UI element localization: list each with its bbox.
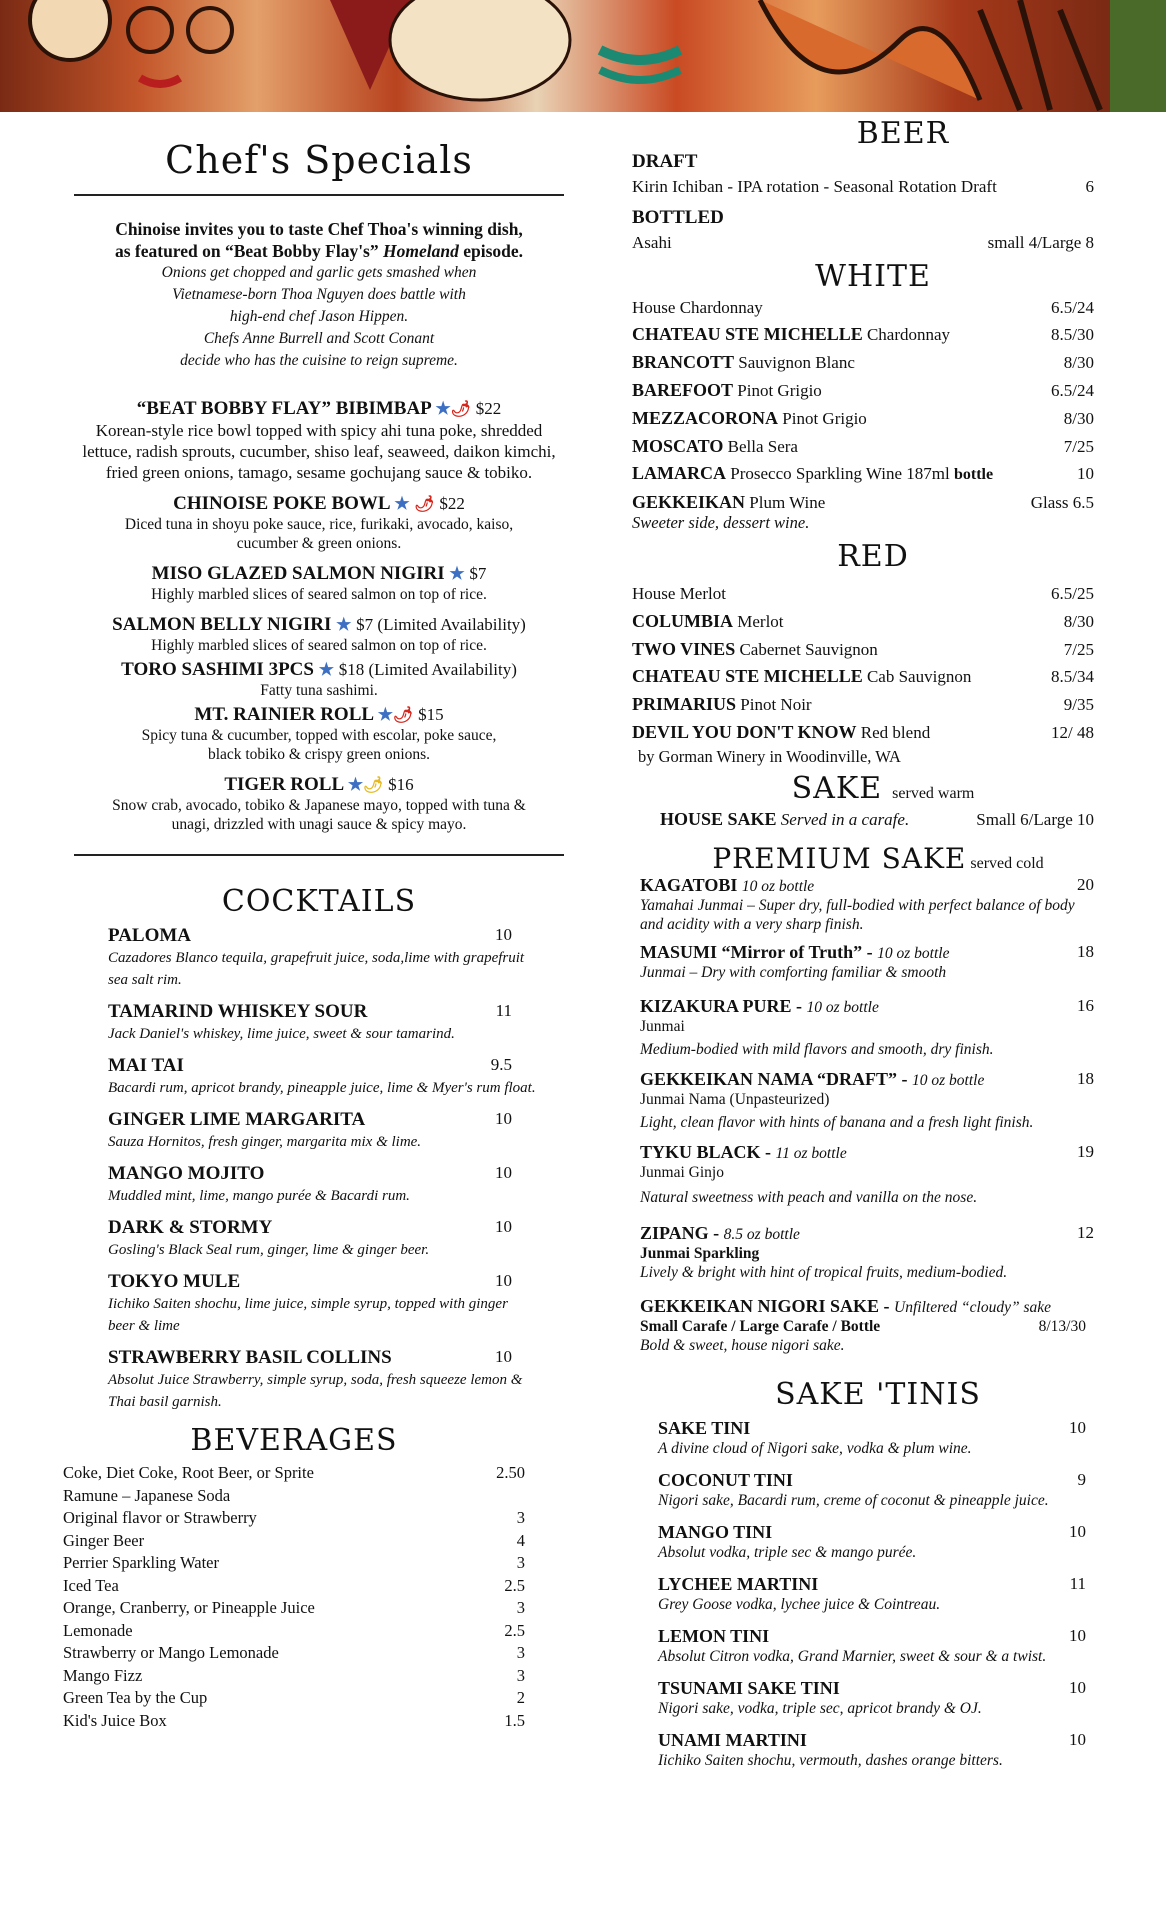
wine-price: 12/ 48 <box>1051 722 1094 742</box>
cocktail-price: 10 <box>495 1163 512 1182</box>
story-line: high-end chef Jason Hippen. <box>229 308 409 325</box>
special-name-text: SALMON BELLY NIGIRI <box>112 614 332 635</box>
cocktail-item <box>108 1001 538 1045</box>
special-item <box>74 398 564 483</box>
wine-name: Sauvignon Blanc <box>734 353 855 373</box>
wine-name: House Merlot <box>632 583 726 603</box>
premium-sake-name <box>640 1069 1094 1090</box>
beverage-row <box>63 1485 525 1508</box>
cocktail-desc: Bacardi rum, apricot brandy, pineapple juice, lime & Myer's rum float. <box>108 1080 536 1096</box>
sake-desc: Light, clean flavor with hints of banana and a fresh light finish. <box>640 1113 1034 1131</box>
wine-name: Bella Sera <box>723 436 798 456</box>
special-desc: Highly marbled slices of seared salmon on top of rice. <box>151 637 487 654</box>
star-icon: ★ <box>318 660 334 679</box>
cocktail-price: 10 <box>495 1109 512 1128</box>
divider <box>74 854 564 856</box>
chefs-specials-title: Chef's Specials <box>165 138 473 182</box>
sake-type: Small Carafe / Large Carafe / Bottle <box>640 1317 881 1335</box>
cocktail-item <box>108 1217 538 1261</box>
sake-tinis-list <box>632 1418 1094 1770</box>
sake-size: 10 oz bottle <box>877 944 950 962</box>
tini-desc: Nigori sake, Bacardi rum, creme of coconut & pineapple juice. <box>658 1491 1049 1509</box>
cocktail-desc: Cazadores Blanco tequila, grapefruit juice, soda,lime with grapefruit sea salt rim. <box>108 950 525 988</box>
wine-price: 6.5/25 <box>1051 583 1094 603</box>
beverage-row <box>63 1687 525 1710</box>
house-sake-note: Served in a carafe. <box>776 809 910 829</box>
special-price: $18 (Limited Availability) <box>338 660 517 679</box>
wine-row <box>632 719 1094 747</box>
sake-name-text: MASUMI “Mirror of Truth” - <box>640 941 878 962</box>
draft-label: DRAFT <box>632 151 698 172</box>
story-line: decide who has the cuisine to reign supreme. <box>180 352 458 369</box>
house-sake-name: HOUSE SAKE <box>660 808 777 829</box>
chili-red-icon: 🌶 <box>393 707 414 724</box>
cocktail-name: MANGO MOJITO <box>108 1163 265 1184</box>
wine-row <box>632 349 1094 377</box>
wine-brand: CHATEAU STE MICHELLE <box>632 666 863 687</box>
sake-title: SAKE <box>791 770 883 806</box>
special-desc: Highly marbled slices of seared salmon on top of rice. <box>151 586 487 603</box>
wine-price: 7/25 <box>1063 436 1094 456</box>
beverage-row <box>63 1642 525 1665</box>
cocktail-price: 10 <box>495 1217 512 1236</box>
white-list <box>632 294 1094 533</box>
wine-row <box>632 608 1094 636</box>
wine-row <box>632 377 1094 405</box>
chili-red-icon: 🌶 <box>414 496 435 513</box>
special-price: $7 (Limited Availability) <box>356 615 526 634</box>
cocktail-name: MAI TAI <box>108 1055 184 1076</box>
beverage-name: Lemonade <box>63 1620 133 1640</box>
wine-row <box>632 460 1094 489</box>
cocktail-name: TOKYO MULE <box>108 1271 241 1292</box>
wine-row <box>632 636 1094 664</box>
cocktail-name: DARK & STORMY <box>108 1217 273 1238</box>
premium-sake-item <box>640 996 1094 1059</box>
beverage-price: 2.5 <box>504 1620 525 1640</box>
chefs-story <box>74 262 564 372</box>
special-price: $22 <box>475 399 502 418</box>
tini-price: 10 <box>1069 1729 1086 1749</box>
cocktail-desc: Gosling's Black Seal rum, ginger, lime & ginger beer. <box>108 1242 430 1258</box>
premium-sake-item <box>640 1142 1094 1207</box>
wine-row <box>632 294 1094 322</box>
cocktail-item <box>108 1347 538 1413</box>
wine-brand: MEZZACORONA <box>632 407 779 428</box>
beverage-name: Original flavor or Strawberry <box>63 1508 257 1527</box>
special-name-text: TIGER ROLL <box>224 774 344 795</box>
beverage-row <box>63 1530 525 1553</box>
wine-name: Cabernet Sauvignon <box>735 639 878 659</box>
beverage-name: Ramune – Japanese Soda <box>63 1485 231 1505</box>
beverages-title: BEVERAGES <box>190 1423 398 1458</box>
premium-sake-name <box>640 1142 1094 1163</box>
special-name <box>74 614 564 636</box>
tini-price: 9 <box>1077 1469 1086 1489</box>
beverage-row <box>63 1665 525 1688</box>
wine-brand: COLUMBIA <box>632 610 734 631</box>
star-icon: ★ <box>435 399 451 418</box>
special-item <box>74 704 564 764</box>
premium-sake-item <box>640 1296 1094 1355</box>
cocktail-name: GINGER LIME MARGARITA <box>108 1109 366 1130</box>
wine-brand: PRIMARIUS <box>632 694 737 715</box>
sake-name-text: GEKKEIKAN NAMA “DRAFT” - <box>640 1068 913 1089</box>
tini-price: 10 <box>1069 1677 1086 1697</box>
story-line: Onions get chopped and garlic gets smashed when <box>161 264 477 281</box>
beverage-row <box>63 1462 525 1485</box>
wine-price: 6.5/24 <box>1051 380 1094 400</box>
cocktail-name: STRAWBERRY BASIL COLLINS <box>108 1347 392 1368</box>
wine-price: 6.5/24 <box>1051 297 1094 317</box>
star-icon: ★ <box>347 775 364 794</box>
tini-item <box>658 1678 1094 1718</box>
cocktail-name: TAMARIND WHISKEY SOUR <box>108 1001 368 1022</box>
wine-brand: TWO VINES <box>632 638 736 659</box>
sake-price: 20 <box>1077 874 1094 894</box>
tini-desc: Grey Goose vodka, lychee juice & Cointreau. <box>658 1595 941 1613</box>
special-item <box>74 563 564 604</box>
premium-list <box>632 875 1094 1355</box>
wine-brand: BAREFOOT <box>632 379 734 400</box>
tini-item <box>658 1522 1094 1562</box>
beverage-price: 1.5 <box>504 1710 525 1730</box>
wine-row <box>632 691 1094 719</box>
wine-row <box>632 405 1094 433</box>
illustrated-banner <box>0 0 1166 112</box>
special-name-text: MT. RAINIER ROLL <box>194 704 374 725</box>
beverage-price: 2.50 <box>496 1463 525 1482</box>
special-desc: Spicy tuna & cucumber, topped with escolar, poke sauce, black tobiko & crispy green onions. <box>141 727 497 763</box>
special-desc: Fatty tuna sashimi. <box>260 682 378 699</box>
intro-show-name: Homeland <box>383 241 459 261</box>
cocktails-list <box>74 925 564 1413</box>
cocktail-item <box>108 1109 538 1153</box>
beverage-row <box>63 1620 525 1643</box>
star-icon: ★ <box>394 494 410 513</box>
sake-header <box>632 771 1094 806</box>
beverage-price: 3 <box>516 1508 525 1527</box>
intro-line: Chinoise invites you to taste Chef Thoa's winning dish, <box>115 219 523 239</box>
beverage-name: Kid's Juice Box <box>63 1710 167 1730</box>
premium-sake-name <box>640 875 1094 896</box>
chili-red-icon: 🌶 <box>450 401 472 418</box>
tini-name: UNAMI MARTINI <box>658 1729 807 1750</box>
special-desc: Snow crab, avocado, tobiko & Japanese mayo, topped with tuna & unagi, drizzled with unagi sauce & spicy mayo. <box>112 797 526 833</box>
cocktail-name: PALOMA <box>108 925 192 946</box>
red-title: RED <box>837 538 909 574</box>
specials-list <box>74 398 564 834</box>
sake-type: Junmai Ginjo <box>640 1163 724 1181</box>
sake-name-text: TYKU BLACK - <box>640 1141 776 1162</box>
tini-item <box>658 1418 1094 1458</box>
special-price: $22 <box>439 494 465 513</box>
premium-sake-name <box>640 996 1094 1017</box>
sake-desc: Bold & sweet, house nigori sake. <box>640 1336 845 1354</box>
wine-brand: CHATEAU STE MICHELLE <box>632 324 863 345</box>
beverage-price: 3 <box>516 1598 525 1617</box>
special-price: $15 <box>418 705 444 724</box>
sake-price: 18 <box>1077 941 1094 961</box>
sake-desc: Medium-bodied with mild flavors and smooth, dry finish. <box>640 1040 994 1058</box>
intro-text: as featured on “Beat Bobby Flay's” <box>114 241 383 261</box>
sake-sub: served warm <box>892 784 975 802</box>
bottled-price: small 4/Large 8 <box>987 232 1094 252</box>
sake-type: Junmai <box>640 1017 685 1035</box>
wine-name: Pinot Grigio <box>733 380 822 400</box>
premium-sake-name <box>640 942 1094 963</box>
bottled-label: BOTTLED <box>632 206 724 228</box>
wine-name: Red blend <box>856 722 931 742</box>
special-item <box>74 774 564 834</box>
wine-price: 8/30 <box>1063 353 1094 373</box>
wine-brand: LAMARCA <box>632 463 726 484</box>
special-name-text: “BEAT BOBBY FLAY” BIBIMBAP <box>136 398 431 419</box>
beverages-list <box>52 1462 564 1732</box>
sake-price: 18 <box>1077 1068 1094 1088</box>
beverage-name: Iced Tea <box>63 1575 119 1595</box>
special-price: $16 <box>388 775 414 794</box>
cocktail-item <box>108 1163 538 1207</box>
tini-price: 11 <box>1069 1573 1086 1593</box>
premium-sake-item <box>640 1223 1094 1282</box>
tini-item <box>658 1730 1094 1770</box>
beverage-price: 3 <box>516 1553 525 1572</box>
draft-row <box>632 173 1094 201</box>
cocktail-price: 10 <box>495 925 512 944</box>
wine-brand: MOSCATO <box>632 435 724 456</box>
beverage-name: Strawberry or Mango Lemonade <box>63 1643 279 1662</box>
intro-line <box>74 240 564 262</box>
tini-item <box>658 1470 1094 1510</box>
sake-size: Unfiltered “cloudy” sake <box>894 1298 1052 1316</box>
wine-price: 8/30 <box>1063 408 1094 428</box>
cocktail-price: 10 <box>495 1271 512 1290</box>
story-line: Chefs Anne Burrell and Scott Conant <box>203 330 435 347</box>
premium-sake-name <box>640 1296 1094 1317</box>
wine-name: Prosecco Sparkling Wine 187ml <box>726 464 954 484</box>
wine-brand: DEVIL YOU DON'T KNOW <box>632 721 857 742</box>
beverage-price: 2.5 <box>504 1575 525 1595</box>
sake-size: 10 oz bottle <box>741 877 815 895</box>
draft-line: Kirin Ichiban - IPA rotation - Seasonal Rotation Draft <box>632 177 997 196</box>
house-sake-price: Small 6/Large 10 <box>976 809 1094 829</box>
tini-price: 10 <box>1069 1521 1086 1541</box>
wine-name: Plum Wine <box>745 493 826 513</box>
cocktails-title: COCKTAILS <box>221 884 417 919</box>
beverage-row <box>63 1507 525 1530</box>
sake-size: 10 oz bottle <box>912 1071 985 1089</box>
beer-title: BEER <box>856 116 950 151</box>
tini-desc: A divine cloud of Nigori sake, vodka & plum wine. <box>658 1439 972 1457</box>
star-icon: ★ <box>449 564 465 583</box>
beverage-name: Orange, Cranberry, or Pineapple Juice <box>63 1598 315 1617</box>
beverage-row <box>63 1597 525 1620</box>
special-item <box>74 493 564 553</box>
wine-price: 7/25 <box>1063 639 1094 659</box>
sake-name-text: GEKKEIKAN NIGORI SAKE - <box>640 1295 895 1316</box>
star-icon: ★ <box>336 615 352 634</box>
cocktail-price: 9.5 <box>490 1055 512 1074</box>
beverage-name: Coke, Diet Coke, Root Beer, or Sprite <box>63 1463 314 1482</box>
sake-size-row <box>640 1317 1094 1336</box>
chefs-intro <box>74 218 564 262</box>
divider <box>74 194 564 196</box>
special-name <box>74 659 564 681</box>
sake-name-text: KIZAKURA PURE - <box>640 995 807 1016</box>
white-note: Sweeter side, dessert wine. <box>632 512 810 532</box>
tini-desc: Absolut vodka, triple sec & mango purée. <box>658 1543 917 1561</box>
special-name-text: CHINOISE POKE BOWL <box>173 493 390 514</box>
sake-size: 10 oz bottle <box>806 998 879 1016</box>
wine-name: Pinot Noir <box>736 695 812 715</box>
wine-price: 10 <box>1077 464 1094 484</box>
red-note: by Gorman Winery in Woodinville, WA <box>638 746 901 766</box>
bottled-row <box>632 229 1094 257</box>
sake-size: 8.5 oz bottle <box>723 1225 800 1243</box>
special-name-text: TORO SASHIMI 3PCS <box>121 659 314 680</box>
red-list <box>632 580 1094 767</box>
beverage-price: 3 <box>516 1643 525 1662</box>
wine-row <box>632 580 1094 608</box>
tini-desc: Absolut Citron vodka, Grand Marnier, sweet & sour & a twist. <box>658 1647 1047 1665</box>
wine-row <box>632 321 1094 349</box>
white-title: WHITE <box>815 258 931 294</box>
sake-type: Junmai Sparkling <box>640 1244 760 1262</box>
sake-desc: Junmai – Dry with comforting familiar & smooth <box>640 963 947 981</box>
beverage-name: Ginger Beer <box>63 1530 145 1550</box>
intro-text: episode. <box>458 241 524 261</box>
wine-price: 8/30 <box>1063 611 1094 631</box>
cocktail-item <box>108 925 538 991</box>
premium-sake-item <box>640 1069 1094 1132</box>
beverage-name: Mango Fizz <box>63 1665 143 1685</box>
beverage-row <box>63 1552 525 1575</box>
wine-name: House Chardonnay <box>632 297 763 317</box>
banner-illustration-icon <box>0 0 1166 112</box>
tini-name: SAKE TINI <box>658 1417 751 1438</box>
chili-yellow-icon: 🌶 <box>363 777 384 794</box>
cocktail-item <box>108 1055 538 1099</box>
sake-desc: Yamahai Junmai – Super dry, full-bodied with perfect balance of body and acidity with a very sharp finish. <box>640 896 1075 933</box>
premium-header <box>632 842 1094 875</box>
cocktail-desc: Iichiko Saiten shochu, lime juice, simple syrup, topped with ginger beer & lime <box>108 1296 508 1334</box>
cocktail-desc: Muddled mint, lime, mango purée & Bacardi rum. <box>108 1188 410 1204</box>
special-item <box>74 614 564 655</box>
special-name <box>74 563 564 585</box>
beverage-row <box>63 1575 525 1598</box>
special-item <box>74 659 564 700</box>
beverage-row <box>63 1710 525 1733</box>
sake-type: Junmai Nama (Unpasteurized) <box>640 1090 830 1108</box>
beverage-price: 3 <box>516 1665 525 1685</box>
cocktail-desc: Sauza Hornitos, fresh ginger, margarita mix & lime. <box>108 1134 422 1150</box>
wine-row <box>632 433 1094 461</box>
tini-name: LYCHEE MARTINI <box>658 1573 819 1594</box>
tini-price: 10 <box>1069 1625 1086 1645</box>
wine-name: Merlot <box>733 611 784 631</box>
cocktail-price: 11 <box>495 1001 512 1020</box>
beverage-name: Perrier Sparkling Water <box>63 1553 219 1572</box>
tini-name: LEMON TINI <box>658 1625 770 1646</box>
premium-title: PREMIUM SAKE <box>712 841 967 875</box>
special-name <box>74 493 564 515</box>
special-desc: Diced tuna in shoyu poke sauce, rice, furikaki, avocado, kaiso, cucumber & green onions. <box>124 516 514 552</box>
wine-row <box>632 663 1094 691</box>
tini-desc: Iichiko Saiten shochu, vermouth, dashes orange bitters. <box>658 1751 1003 1769</box>
special-name-text: MISO GLAZED SALMON NIGIRI <box>151 563 445 584</box>
cocktail-desc: Jack Daniel's whiskey, lime juice, sweet & sour tamarind. <box>108 1026 455 1042</box>
beverage-price: 2 <box>516 1688 525 1707</box>
sake-price: 19 <box>1077 1141 1094 1161</box>
wine-brand: BRANCOTT <box>632 352 735 373</box>
sake-price: 12 <box>1077 1222 1094 1242</box>
wine-name: Pinot Grigio <box>778 408 867 428</box>
sake-price: 16 <box>1077 995 1094 1015</box>
special-name <box>74 704 564 726</box>
cocktail-item <box>108 1271 538 1337</box>
cocktail-desc: Absolut Juice Strawberry, simple syrup, soda, fresh squeeze lemon & Thai basil garnish. <box>108 1372 523 1410</box>
tini-desc: Nigori sake, vodka, triple sec, apricot brandy & OJ. <box>658 1699 982 1717</box>
premium-sub: served cold <box>970 854 1044 872</box>
bottled-name: Asahi <box>632 232 672 252</box>
beverage-price: 4 <box>516 1530 525 1550</box>
sake-name-text: ZIPANG - <box>640 1222 724 1243</box>
sake-tinis-title: SAKE 'TINIS <box>775 1376 981 1412</box>
wine-price: 9/35 <box>1063 695 1094 715</box>
premium-sake-item <box>640 875 1094 934</box>
premium-sake-item <box>640 942 1094 982</box>
sake-price: 8/13/30 <box>1038 1317 1086 1335</box>
draft-price: 6 <box>1085 177 1094 196</box>
sake-desc: Natural sweetness with peach and vanilla on the nose. <box>640 1188 978 1206</box>
star-icon: ★ <box>377 705 394 724</box>
wine-price: Glass 6.5 <box>1030 493 1094 513</box>
sake-size: 11 oz bottle <box>775 1144 847 1162</box>
special-name <box>74 398 564 420</box>
tini-price: 10 <box>1069 1417 1086 1437</box>
left-column <box>63 112 564 1732</box>
beverage-name: Green Tea by the Cup <box>63 1688 208 1707</box>
tini-name: TSUNAMI SAKE TINI <box>658 1677 840 1698</box>
tini-name: COCONUT TINI <box>658 1469 793 1490</box>
special-price: $7 <box>469 564 487 583</box>
sake-desc: Lively & bright with hint of tropical fruits, medium-bodied. <box>640 1263 1008 1281</box>
wine-price: 8.5/30 <box>1051 325 1094 345</box>
sake-name-text: KAGATOBI <box>640 874 738 895</box>
house-sake-row <box>660 806 1094 834</box>
special-desc: Korean-style rice bowl topped with spicy ahi tuna poke, shredded lettuce, radish sprouts, cucumber, shiso leaf, seaweed, daikon kimchi, fried green onions, tamago, sesame gochujang sauce & tobiko. <box>82 421 556 482</box>
right-column <box>632 112 1094 1782</box>
premium-sake-name <box>640 1223 1094 1244</box>
wine-bottle-note: bottle <box>954 466 994 484</box>
wine-name: Chardonnay <box>862 325 951 345</box>
special-name <box>74 774 564 796</box>
wine-brand: GEKKEIKAN <box>632 492 746 513</box>
tini-item <box>658 1626 1094 1666</box>
wine-price: 8.5/34 <box>1051 667 1094 687</box>
tini-item <box>658 1574 1094 1614</box>
wine-name: Cab Sauvignon <box>862 667 972 687</box>
story-line: Vietnamese-born Thoa Nguyen does battle with <box>172 286 466 303</box>
cocktail-price: 10 <box>495 1347 512 1366</box>
tini-name: MANGO TINI <box>658 1521 773 1542</box>
